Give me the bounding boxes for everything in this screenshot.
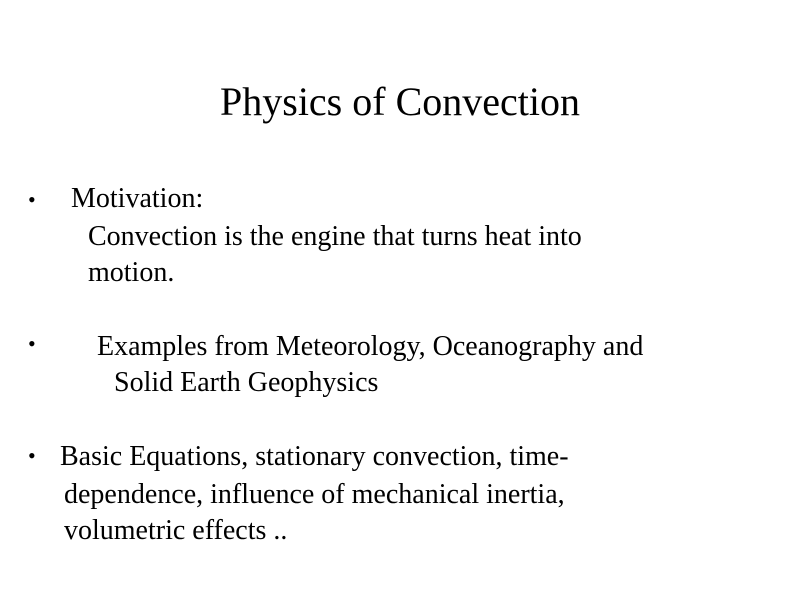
bullet-line: volumetric effects .. bbox=[64, 515, 288, 546]
bullet-line: Basic Equations, stationary convection, time- bbox=[60, 441, 569, 472]
bullet-marker: • bbox=[28, 331, 36, 356]
bullet-line: Examples from Meteorology, Oceanography and bbox=[97, 331, 644, 362]
bullet-line: Solid Earth Geophysics bbox=[114, 367, 379, 398]
bullet-line: dependence, influence of mechanical inertia, bbox=[64, 479, 565, 510]
slide-title: Physics of Convection bbox=[220, 79, 580, 124]
bullet-line: Motivation: bbox=[71, 183, 204, 214]
bullet-marker: • bbox=[28, 443, 36, 468]
bullet-marker: • bbox=[28, 187, 36, 212]
bullet-line: motion. bbox=[88, 257, 175, 288]
bullet-line: Convection is the engine that turns heat into bbox=[88, 221, 582, 252]
